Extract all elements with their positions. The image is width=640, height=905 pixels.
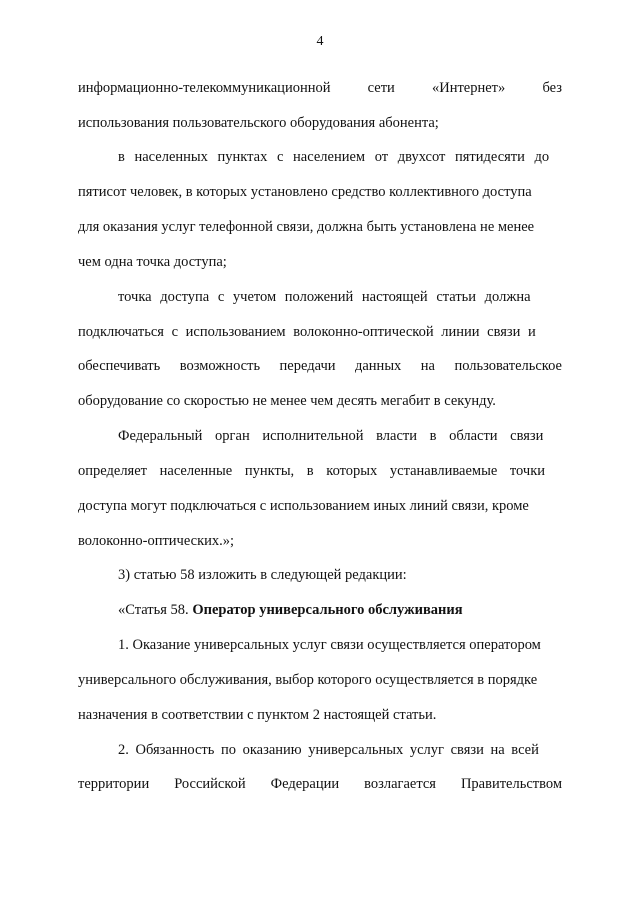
text-line-indented: 1. Оказание универсальных услуг связи осуществляется оператором [118,637,541,653]
text-line: чем одна точка доступа; [78,254,227,270]
word: на [420,358,435,374]
text-line: оборудование со скоростью не менее чем десять мегабит в секунду. [78,393,496,409]
text-line-indented: точка доступа с учетом положений настоящей статьи должна [118,289,531,305]
word: пользовательское [454,358,562,374]
text-line [78,357,562,375]
text-line-indented: 3) статью 58 изложить в следующей редакции: [118,567,407,583]
page-number: 4 [316,34,324,49]
text-line-indented: 2. Обязанность по оказанию универсальных услуг связи на всей [118,742,539,758]
text-line [78,775,562,793]
text-line: универсального обслуживания, выбор которого осуществляется в порядке [78,672,538,688]
text-line [78,79,562,97]
article-title: Оператор универсального обслуживания [192,602,463,618]
word: возлагается [364,776,436,792]
word: «Интернет» [431,80,506,96]
word: информационно-телекоммуникационной [78,80,331,96]
text-line-indented: в населенных пунктах с населением от двухсот пятидесяти до [118,149,550,165]
text-line: для оказания услуг телефонной связи, должна быть установлена не менее [78,219,535,235]
word: сети [367,80,395,96]
word: территории [78,776,150,792]
word: Правительством [460,776,562,792]
word: Федерации [270,776,340,792]
word: обеспечивать [78,358,161,374]
text-line: назначения в соответствии с пунктом 2 настоящей статьи. [78,707,437,723]
text-line: доступа могут подключаться с использованием иных линий связи, кроме [78,498,529,514]
text-line: определяет населенные пункты, в которых устанавливаемые точки [78,463,546,479]
word: Российской [174,776,246,792]
word: возможность [179,358,261,374]
text-line-indented: Федеральный орган исполнительной власти в области связи [118,428,544,444]
article-number: «Статья 58. [118,602,193,618]
word: данных [354,358,402,374]
text-line: использования пользовательского оборудования абонента; [78,115,439,131]
text-line: пятисот человек, в которых установлено средство коллективного доступа [78,184,532,200]
word: передачи [279,358,336,374]
text-line: волоконно-оптических.»; [78,533,235,549]
word: без [542,80,562,96]
text-line: подключаться с использованием волоконно-оптической линии связи и [78,324,536,340]
article-heading [118,601,562,619]
